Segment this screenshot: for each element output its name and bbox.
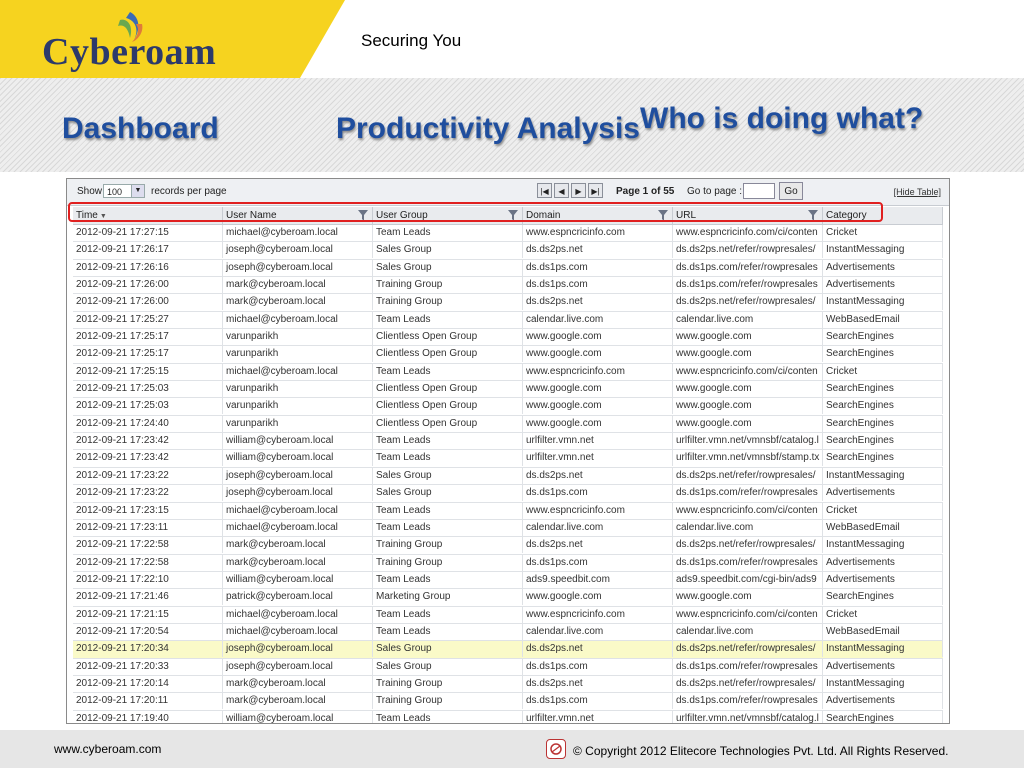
user-name-cell: mark@cyberoam.local <box>223 277 373 293</box>
table-row[interactable] <box>73 225 943 242</box>
category-cell: SearchEngines <box>823 329 943 345</box>
col-url-label: URL <box>676 210 697 221</box>
user-name-cell: joseph@cyberoam.local <box>223 641 373 657</box>
table-row[interactable] <box>73 537 943 554</box>
user-name-cell: varunparikh <box>223 329 373 345</box>
category-cell: InstantMessaging <box>823 537 943 553</box>
user-name-cell: michael@cyberoam.local <box>223 364 373 380</box>
user-group-cell: Team Leads <box>373 312 523 328</box>
category-cell: SearchEngines <box>823 381 943 397</box>
url-cell: calendar.live.com <box>673 520 823 536</box>
user-group-cell: Team Leads <box>373 364 523 380</box>
header-highlight-outline <box>68 202 883 222</box>
url-cell: ds.ds1ps.com/refer/rowpresales <box>673 277 823 293</box>
time-cell: 2012-09-21 17:25:27 <box>73 312 223 328</box>
page-info: Page 1 of 55 <box>616 186 675 197</box>
records-per-page-label: records per page <box>151 186 227 197</box>
domain-cell: www.espncricinfo.com <box>523 607 673 623</box>
top-banner <box>0 0 1024 78</box>
records-per-page-select[interactable] <box>103 184 145 198</box>
url-cell: ds.ds2ps.net/refer/rowpresales/ <box>673 294 823 310</box>
time-cell: 2012-09-21 17:23:11 <box>73 520 223 536</box>
url-cell: www.google.com <box>673 329 823 345</box>
category-cell: WebBasedEmail <box>823 312 943 328</box>
user-group-cell: Clientless Open Group <box>373 398 523 414</box>
category-cell: Advertisements <box>823 485 943 501</box>
user-name-cell: michael@cyberoam.local <box>223 520 373 536</box>
user-group-cell: Team Leads <box>373 572 523 588</box>
time-cell: 2012-09-21 17:19:40 <box>73 711 223 724</box>
title-productivity-analysis: Productivity Analysis <box>336 112 640 145</box>
domain-cell: www.google.com <box>523 346 673 362</box>
user-group-cell: Training Group <box>373 277 523 293</box>
url-cell: ds.ds1ps.com/refer/rowpresales <box>673 555 823 571</box>
user-name-cell: mark@cyberoam.local <box>223 555 373 571</box>
user-name-cell: william@cyberoam.local <box>223 433 373 449</box>
user-group-cell: Sales Group <box>373 242 523 258</box>
user-name-cell: joseph@cyberoam.local <box>223 242 373 258</box>
table-row[interactable] <box>73 572 943 589</box>
url-cell: ds.ds2ps.net/refer/rowpresales/ <box>673 641 823 657</box>
domain-cell: ds.ds1ps.com <box>523 277 673 293</box>
domain-cell: ads9.speedbit.com <box>523 572 673 588</box>
time-cell: 2012-09-21 17:25:03 <box>73 381 223 397</box>
category-cell: SearchEngines <box>823 346 943 362</box>
time-cell: 2012-09-21 17:25:17 <box>73 329 223 345</box>
time-cell: 2012-09-21 17:24:40 <box>73 416 223 432</box>
user-name-cell: mark@cyberoam.local <box>223 676 373 692</box>
time-cell: 2012-09-21 17:23:15 <box>73 503 223 519</box>
url-cell: www.espncricinfo.com/ci/conten <box>673 225 823 241</box>
col-time-label: Time <box>76 210 98 221</box>
category-cell: SearchEngines <box>823 450 943 466</box>
report-screenshot <box>66 178 950 724</box>
user-group-cell: Clientless Open Group <box>373 346 523 362</box>
time-cell: 2012-09-21 17:25:15 <box>73 364 223 380</box>
url-cell: www.google.com <box>673 589 823 605</box>
time-cell: 2012-09-21 17:22:10 <box>73 572 223 588</box>
table-row[interactable] <box>73 485 943 502</box>
category-cell: Advertisements <box>823 659 943 675</box>
category-cell: Advertisements <box>823 260 943 276</box>
time-cell: 2012-09-21 17:23:42 <box>73 450 223 466</box>
user-name-cell: mark@cyberoam.local <box>223 294 373 310</box>
footer-logo-icon <box>546 739 566 759</box>
user-name-cell: mark@cyberoam.local <box>223 693 373 709</box>
time-cell: 2012-09-21 17:23:22 <box>73 485 223 501</box>
user-name-cell: mark@cyberoam.local <box>223 537 373 553</box>
domain-cell: urlfilter.vmn.net <box>523 433 673 449</box>
category-cell: WebBasedEmail <box>823 624 943 640</box>
user-group-cell: Team Leads <box>373 711 523 724</box>
category-cell: SearchEngines <box>823 433 943 449</box>
user-name-cell: varunparikh <box>223 346 373 362</box>
user-name-cell: joseph@cyberoam.local <box>223 260 373 276</box>
time-cell: 2012-09-21 17:23:42 <box>73 433 223 449</box>
activity-grid <box>73 207 943 724</box>
user-group-cell: Sales Group <box>373 468 523 484</box>
user-name-cell: varunparikh <box>223 398 373 414</box>
url-cell: www.google.com <box>673 416 823 432</box>
category-cell: WebBasedEmail <box>823 520 943 536</box>
url-cell: ds.ds1ps.com/refer/rowpresales <box>673 659 823 675</box>
domain-cell: www.espncricinfo.com <box>523 364 673 380</box>
url-cell: ds.ds1ps.com/refer/rowpresales <box>673 693 823 709</box>
url-cell: ds.ds2ps.net/refer/rowpresales/ <box>673 242 823 258</box>
category-cell: Cricket <box>823 503 943 519</box>
user-name-cell: varunparikh <box>223 416 373 432</box>
table-row[interactable] <box>73 312 943 329</box>
domain-cell: urlfilter.vmn.net <box>523 711 673 724</box>
category-cell: Cricket <box>823 607 943 623</box>
time-cell: 2012-09-21 17:25:17 <box>73 346 223 362</box>
table-row[interactable] <box>73 381 943 398</box>
category-cell: InstantMessaging <box>823 242 943 258</box>
user-name-cell: william@cyberoam.local <box>223 450 373 466</box>
domain-cell: ds.ds1ps.com <box>523 693 673 709</box>
user-group-cell: Sales Group <box>373 659 523 675</box>
category-cell: Cricket <box>823 225 943 241</box>
title-who-is-doing-what: Who is doing what? <box>640 102 924 135</box>
url-cell: www.espncricinfo.com/ci/conten <box>673 503 823 519</box>
user-name-cell: michael@cyberoam.local <box>223 503 373 519</box>
goto-page-label: Go to page : <box>687 186 743 197</box>
table-row[interactable] <box>73 659 943 676</box>
category-cell: InstantMessaging <box>823 294 943 310</box>
chevron-down-icon: ▼ <box>131 185 144 197</box>
table-row[interactable] <box>73 520 943 537</box>
table-row[interactable] <box>73 242 943 259</box>
user-name-cell: patrick@cyberoam.local <box>223 589 373 605</box>
time-cell: 2012-09-21 17:26:00 <box>73 294 223 310</box>
user-group-cell: Sales Group <box>373 485 523 501</box>
table-row[interactable] <box>73 676 943 693</box>
sort-down-icon[interactable]: ▼ <box>99 213 107 220</box>
domain-cell: calendar.live.com <box>523 312 673 328</box>
user-group-cell: Sales Group <box>373 260 523 276</box>
tagline: Securing You <box>361 31 462 50</box>
table-row[interactable] <box>73 624 943 641</box>
time-cell: 2012-09-21 17:25:03 <box>73 398 223 414</box>
col-domain-label: Domain <box>526 210 561 221</box>
user-name-cell: joseph@cyberoam.local <box>223 659 373 675</box>
records-per-page-value: 100 <box>107 187 123 197</box>
table-row[interactable] <box>73 711 943 724</box>
user-group-cell: Team Leads <box>373 520 523 536</box>
col-user-name-label: User Name <box>226 210 277 221</box>
time-cell: 2012-09-21 17:20:11 <box>73 693 223 709</box>
table-row[interactable] <box>73 468 943 485</box>
table-row[interactable] <box>73 433 943 450</box>
user-name-cell: joseph@cyberoam.local <box>223 468 373 484</box>
table-row[interactable] <box>73 346 943 363</box>
title-band <box>0 78 1024 172</box>
category-cell: Cricket <box>823 364 943 380</box>
table-row[interactable] <box>73 589 943 606</box>
domain-cell: urlfilter.vmn.net <box>523 450 673 466</box>
table-row[interactable] <box>73 693 943 710</box>
domain-cell: www.google.com <box>523 381 673 397</box>
user-group-cell: Marketing Group <box>373 589 523 605</box>
col-user-group-label: User Group <box>376 210 428 221</box>
user-name-cell: william@cyberoam.local <box>223 572 373 588</box>
category-cell: SearchEngines <box>823 711 943 724</box>
time-cell: 2012-09-21 17:20:14 <box>73 676 223 692</box>
url-cell: ds.ds1ps.com/refer/rowpresales <box>673 485 823 501</box>
domain-cell: ds.ds1ps.com <box>523 555 673 571</box>
user-group-cell: Training Group <box>373 676 523 692</box>
user-group-cell: Sales Group <box>373 641 523 657</box>
hide-table-link[interactable]: [Hide Table] <box>893 187 941 197</box>
col-category-label: Category <box>826 210 867 221</box>
url-cell: calendar.live.com <box>673 624 823 640</box>
table-row[interactable] <box>73 416 943 433</box>
domain-cell: ds.ds2ps.net <box>523 641 673 657</box>
user-group-cell: Training Group <box>373 693 523 709</box>
category-cell: Advertisements <box>823 277 943 293</box>
user-group-cell: Training Group <box>373 555 523 571</box>
user-name-cell: michael@cyberoam.local <box>223 225 373 241</box>
table-row[interactable] <box>73 277 943 294</box>
user-name-cell: michael@cyberoam.local <box>223 624 373 640</box>
domain-cell: www.google.com <box>523 589 673 605</box>
table-row[interactable] <box>73 450 943 467</box>
footer-copyright: © Copyright 2012 Elitecore Technologies Pvt. Ltd. All Rights Reserved. <box>573 744 949 758</box>
url-cell: www.espncricinfo.com/ci/conten <box>673 364 823 380</box>
table-row[interactable] <box>73 503 943 520</box>
time-cell: 2012-09-21 17:20:33 <box>73 659 223 675</box>
logo-text: Cyberoam <box>42 31 217 73</box>
user-group-cell: Team Leads <box>373 450 523 466</box>
first-page-icon[interactable]: |◀ <box>537 183 552 198</box>
prev-page-icon[interactable]: ◀ <box>554 183 569 198</box>
category-cell: SearchEngines <box>823 398 943 414</box>
url-cell: www.google.com <box>673 398 823 414</box>
footer <box>0 730 1024 768</box>
domain-cell: ds.ds1ps.com <box>523 485 673 501</box>
domain-cell: www.google.com <box>523 398 673 414</box>
domain-cell: www.google.com <box>523 416 673 432</box>
time-cell: 2012-09-21 17:26:00 <box>73 277 223 293</box>
user-name-cell: william@cyberoam.local <box>223 711 373 724</box>
go-button[interactable]: Go <box>779 182 803 200</box>
url-cell: urlfilter.vmn.net/vmnsbf/catalog.l <box>673 711 823 724</box>
table-row[interactable] <box>73 329 943 346</box>
time-cell: 2012-09-21 17:27:15 <box>73 225 223 241</box>
user-group-cell: Clientless Open Group <box>373 329 523 345</box>
user-group-cell: Training Group <box>373 294 523 310</box>
url-cell: www.google.com <box>673 381 823 397</box>
table-row[interactable] <box>73 260 943 277</box>
user-group-cell: Team Leads <box>373 433 523 449</box>
domain-cell: ds.ds2ps.net <box>523 676 673 692</box>
time-cell: 2012-09-21 17:22:58 <box>73 537 223 553</box>
category-cell: InstantMessaging <box>823 641 943 657</box>
time-cell: 2012-09-21 17:22:58 <box>73 555 223 571</box>
grid-body <box>73 225 943 724</box>
goto-page-input[interactable] <box>743 183 775 199</box>
url-cell: calendar.live.com <box>673 312 823 328</box>
category-cell: InstantMessaging <box>823 676 943 692</box>
domain-cell: ds.ds1ps.com <box>523 659 673 675</box>
category-cell: Advertisements <box>823 555 943 571</box>
user-group-cell: Team Leads <box>373 503 523 519</box>
url-cell: ds.ds1ps.com/refer/rowpresales <box>673 260 823 276</box>
url-cell: ds.ds2ps.net/refer/rowpresales/ <box>673 468 823 484</box>
table-row[interactable] <box>73 607 943 624</box>
user-group-cell: Team Leads <box>373 624 523 640</box>
domain-cell: ds.ds2ps.net <box>523 294 673 310</box>
user-group-cell: Training Group <box>373 537 523 553</box>
time-cell: 2012-09-21 17:26:17 <box>73 242 223 258</box>
domain-cell: ds.ds2ps.net <box>523 242 673 258</box>
time-cell: 2012-09-21 17:23:22 <box>73 468 223 484</box>
show-label: Show <box>77 186 103 197</box>
next-page-icon[interactable]: ▶ <box>571 183 586 198</box>
user-group-cell: Team Leads <box>373 225 523 241</box>
category-cell: Advertisements <box>823 693 943 709</box>
last-page-icon[interactable]: ▶| <box>588 183 603 198</box>
category-cell: SearchEngines <box>823 589 943 605</box>
domain-cell: ds.ds1ps.com <box>523 260 673 276</box>
footer-url[interactable]: www.cyberoam.com <box>54 742 162 756</box>
time-cell: 2012-09-21 17:20:54 <box>73 624 223 640</box>
user-name-cell: varunparikh <box>223 381 373 397</box>
domain-cell: www.espncricinfo.com <box>523 503 673 519</box>
category-cell: Advertisements <box>823 572 943 588</box>
url-cell: urlfilter.vmn.net/vmnsbf/stamp.tx <box>673 450 823 466</box>
time-cell: 2012-09-21 17:21:15 <box>73 607 223 623</box>
user-name-cell: michael@cyberoam.local <box>223 312 373 328</box>
domain-cell: ds.ds2ps.net <box>523 468 673 484</box>
user-group-cell: Clientless Open Group <box>373 416 523 432</box>
user-name-cell: joseph@cyberoam.local <box>223 485 373 501</box>
table-row[interactable] <box>73 364 943 381</box>
table-row[interactable] <box>73 641 943 658</box>
url-cell: www.google.com <box>673 346 823 362</box>
table-row[interactable] <box>73 555 943 572</box>
time-cell: 2012-09-21 17:26:16 <box>73 260 223 276</box>
url-cell: ds.ds2ps.net/refer/rowpresales/ <box>673 676 823 692</box>
table-row[interactable] <box>73 398 943 415</box>
user-name-cell: michael@cyberoam.local <box>223 607 373 623</box>
time-cell: 2012-09-21 17:20:34 <box>73 641 223 657</box>
domain-cell: www.espncricinfo.com <box>523 225 673 241</box>
category-cell: SearchEngines <box>823 416 943 432</box>
url-cell: www.espncricinfo.com/ci/conten <box>673 607 823 623</box>
domain-cell: calendar.live.com <box>523 520 673 536</box>
user-group-cell: Team Leads <box>373 607 523 623</box>
time-cell: 2012-09-21 17:21:46 <box>73 589 223 605</box>
category-cell: InstantMessaging <box>823 468 943 484</box>
url-cell: urlfilter.vmn.net/vmnsbf/catalog.l <box>673 433 823 449</box>
url-cell: ds.ds2ps.net/refer/rowpresales/ <box>673 537 823 553</box>
user-group-cell: Clientless Open Group <box>373 381 523 397</box>
domain-cell: www.google.com <box>523 329 673 345</box>
domain-cell: ds.ds2ps.net <box>523 537 673 553</box>
url-cell: ads9.speedbit.com/cgi-bin/ads9 <box>673 572 823 588</box>
title-dashboard: Dashboard <box>62 112 219 145</box>
table-row[interactable] <box>73 294 943 311</box>
domain-cell: calendar.live.com <box>523 624 673 640</box>
